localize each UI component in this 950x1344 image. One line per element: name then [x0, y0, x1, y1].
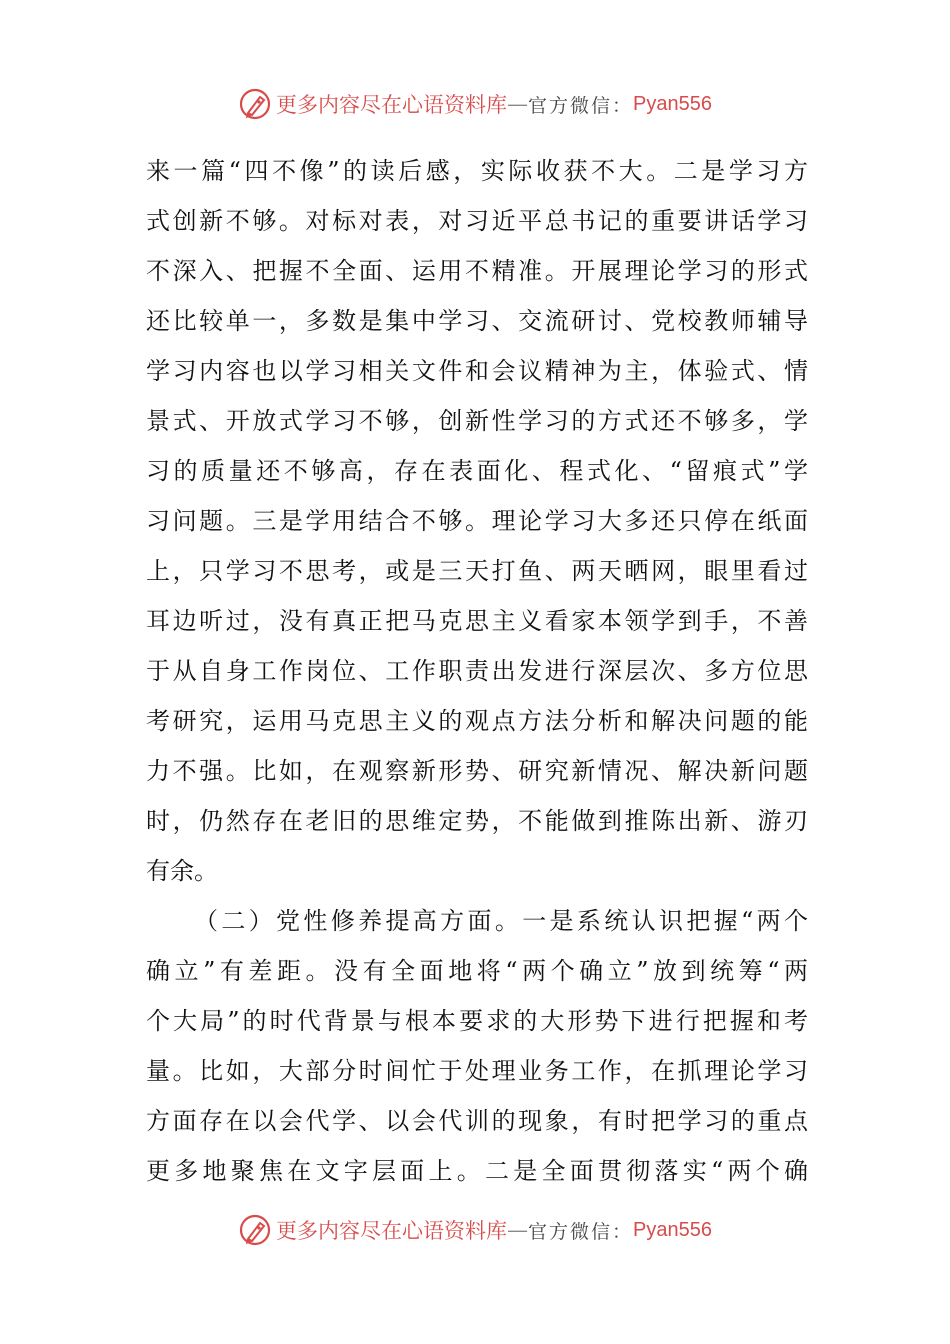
- watermark-separator: —: [507, 1218, 528, 1242]
- paragraph-2: [146, 896, 808, 1196]
- watermark-text: 更多内容尽在心语资料库: [276, 93, 507, 117]
- text-line: 景式、开放式学习不够，创新性学习的方式还不够多，学: [146, 407, 808, 435]
- watermark-wechat-id: Pyan556: [633, 1218, 712, 1241]
- text-line: 时，仍然存在老旧的思维定势，不能做到推陈出新、游刃: [146, 807, 808, 835]
- text-line: 还比较单一，多数是集中学习、交流研讨、党校教师辅导: [146, 307, 808, 335]
- text-line: 确立”有差距。没有全面地将“两个确立”放到统筹“两: [146, 957, 808, 985]
- watermark-wechat-id: Pyan556: [633, 92, 712, 115]
- text-line: 力不强。比如，在观察新形势、研究新情况、解决新问题: [146, 757, 808, 785]
- paragraph-1: [146, 146, 808, 896]
- text-line: 习问题。三是学用结合不够。理论学习大多还只停在纸面: [146, 507, 808, 535]
- watermark-wechat-label: 官方微信：: [528, 94, 634, 117]
- text-line: 更多地聚焦在文字层面上。二是全面贯彻落实“两个确: [146, 1157, 808, 1185]
- text-line: 上，只学习不思考，或是三天打鱼、两天晒网，眼里看过: [146, 557, 808, 585]
- text-line: 来一篇“四不像”的读后感，实际收获不大。二是学习方: [146, 157, 808, 185]
- text-line: 量。比如，大部分时间忙于处理业务工作，在抓理论学习: [146, 1057, 808, 1085]
- text-line: 习的质量还不够高，存在表面化、程式化、“留痕式”学: [146, 457, 808, 485]
- text-line: 耳边听过，没有真正把马克思主义看家本领学到手，不善: [146, 607, 808, 635]
- pen-nib-logo-icon: [238, 1213, 272, 1247]
- text-line: 于从自身工作岗位、工作职责出发进行深层次、多方位思: [146, 657, 808, 685]
- header-watermark: [0, 84, 950, 124]
- text-line: 学习内容也以学习相关文件和会议精神为主，体验式、情: [146, 357, 808, 385]
- text-line: 不深入、把握不全面、运用不精准。开展理论学习的形式: [146, 257, 808, 285]
- footer-watermark: [0, 1210, 950, 1250]
- watermark-wechat-label: 官方微信：: [528, 1220, 634, 1243]
- text-line: （二）党性修养提高方面。一是系统认识把握“两个: [194, 907, 808, 935]
- text-line: 考研究，运用马克思主义的观点方法分析和解决问题的能: [146, 707, 808, 735]
- document-body: [146, 146, 808, 1196]
- text-line: 方面存在以会代学、以会代训的现象，有时把学习的重点: [146, 1107, 808, 1135]
- text-line: 式创新不够。对标对表，对习近平总书记的重要讲话学习: [146, 207, 808, 235]
- watermark-separator: —: [507, 92, 528, 116]
- text-line: 个大局”的时代背景与根本要求的大形势下进行把握和考: [146, 1007, 808, 1035]
- pen-nib-logo-icon: [238, 87, 272, 121]
- text-line: 有余。: [146, 857, 218, 885]
- watermark-text: 更多内容尽在心语资料库: [276, 1219, 507, 1243]
